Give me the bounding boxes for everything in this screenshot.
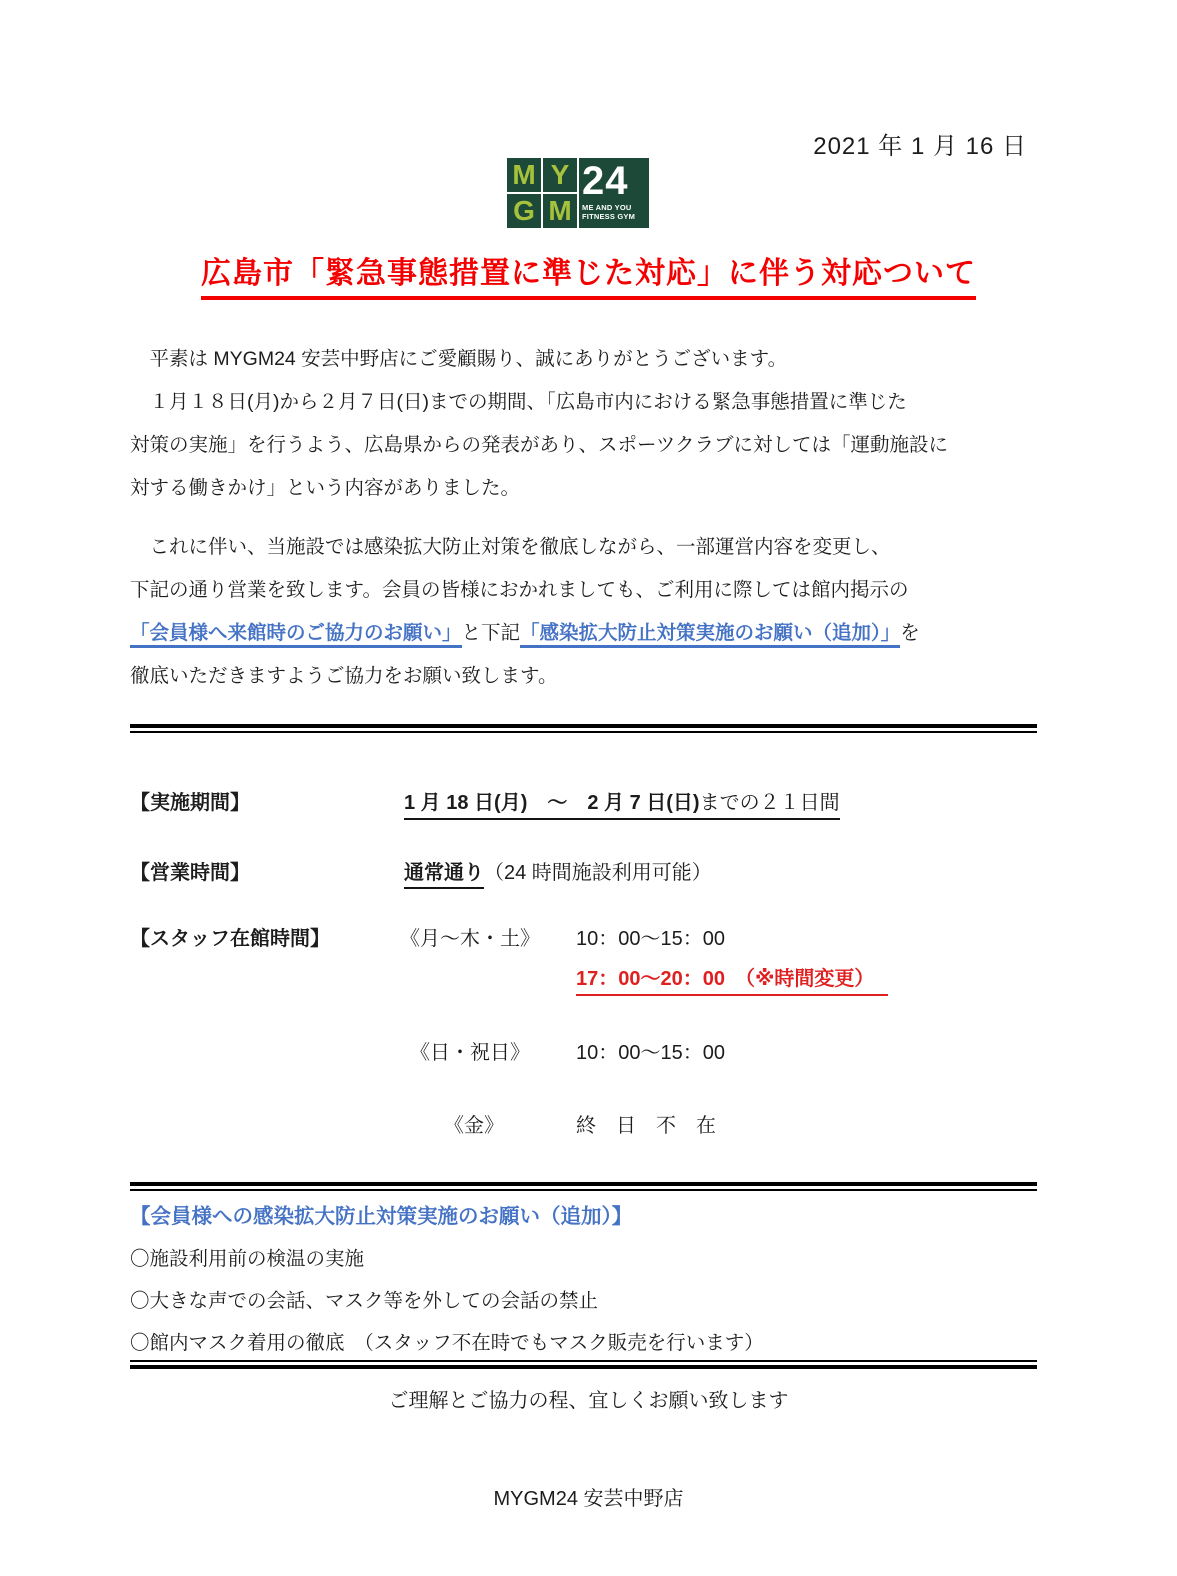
- mygm24-logo: [507, 158, 649, 228]
- period-value: [404, 786, 840, 820]
- paragraph-line: 下記の通り営業を致します。会員の皆様におかれましても、ご利用に際しては館内掲示の: [130, 579, 909, 601]
- closing-message: ご理解とご協力の程、宜しくお願い致します: [388, 1390, 789, 1412]
- store-name-signature: MYGM24 安芸中野店: [493, 1488, 684, 1510]
- paragraph-line: これに伴い、当施設では感染拡大防止対策を徹底しながら、一部運営内容を変更し、: [130, 536, 891, 558]
- staff-hours-label: 【スタッフ在館時間】: [130, 928, 330, 950]
- logo-24-block: [579, 158, 649, 228]
- notice-item-temperature-check: 〇施設利用前の検温の実施: [130, 1248, 365, 1270]
- period-label: 【実施期間】: [130, 792, 250, 814]
- intro-paragraph-1: [130, 338, 1060, 510]
- paragraph-line: 対する働きかけ」という内容がありました。: [130, 477, 521, 499]
- notice-section-heading: 【会員様への感染拡大防止対策実施のお願い（追加）】: [130, 1205, 633, 1228]
- business-hours-note: （24 時間施設利用可能）: [484, 862, 712, 884]
- logo-letter-y: Y: [543, 158, 577, 192]
- logo-letter-m2: M: [543, 194, 577, 228]
- logo-letter-g: G: [507, 194, 541, 228]
- notice-item-mask-required: 〇館内マスク着用の徹底 （スタッフ不在時でもマスク販売を行います）: [130, 1332, 764, 1354]
- period-value-dates: 1 月 18 日(月) ～ 2 月 7 日(日): [404, 792, 700, 814]
- highlighted-links-line: [130, 612, 1060, 655]
- page-title-wrap: [0, 248, 1177, 300]
- document-date: 2021 年 1 月 16 日: [813, 133, 1027, 160]
- link-infection-prevention-request: 「感染拡大防止対策実施のお願い（追加）」: [520, 622, 900, 648]
- staff-day-mon-thu-sat: 《月～木・土》: [400, 928, 540, 950]
- logo-tagline-fitness-gym: FITNESS GYM: [582, 212, 636, 221]
- staff-time-morning: 10：00～15：00: [576, 928, 725, 950]
- staff-time-friday-absent: 終 日 不 在: [576, 1115, 716, 1137]
- period-value-duration: までの２１日間: [699, 792, 840, 814]
- section-divider-top: [130, 724, 1037, 733]
- notice-box-top-border: [130, 1182, 1037, 1191]
- logo-number-24: 24: [582, 159, 629, 203]
- paragraph-line: 徹底いただきますようご協力をお願い致します。: [130, 665, 558, 687]
- text-after-links: を: [900, 622, 920, 644]
- notice-box-bottom-border: [130, 1360, 1037, 1369]
- page-title: 広島市「緊急事態措置に準じた対応」に伴う対応ついて: [201, 248, 976, 300]
- logo-tagline-me-and-you: ME AND YOU: [582, 203, 632, 212]
- staff-time-sun-holiday: 10：00～15：00: [576, 1042, 725, 1064]
- intro-paragraph-2: [130, 526, 1060, 698]
- business-hours-value: [404, 856, 712, 885]
- paragraph-line: １月１８日(月)から２月７日(日)までの期間、「広島市内における緊急事態措置に準じた: [130, 391, 907, 413]
- business-hours-main: 通常通り: [404, 862, 484, 889]
- text-between-links: と下記: [461, 622, 521, 644]
- paragraph-line: 対策の実施」を行うよう、広島県からの発表があり、スポーツクラブに対しては「運動施設に: [130, 434, 949, 456]
- staff-day-sun-holiday: 《日・祝日》: [410, 1042, 530, 1064]
- logo-letter-m1: M: [507, 158, 541, 192]
- paragraph-line: 平素は MYGM24 安芸中野店にご愛顧賜り、誠にありがとうございます。: [130, 348, 788, 370]
- staff-time-evening-changed: 17：00～20：00 （※時間変更）: [576, 962, 888, 996]
- notice-item-no-loud-talk: 〇大きな声での会話、マスク等を外しての会話の禁止: [130, 1290, 599, 1312]
- notice-item-list: [130, 1238, 1060, 1364]
- link-visit-cooperation-request: 「会員様へ来館時のご協力のお願い」: [130, 622, 462, 648]
- logo-letter-grid: [507, 158, 577, 228]
- staff-day-friday: 《金》: [444, 1115, 504, 1137]
- business-hours-label: 【営業時間】: [130, 862, 250, 884]
